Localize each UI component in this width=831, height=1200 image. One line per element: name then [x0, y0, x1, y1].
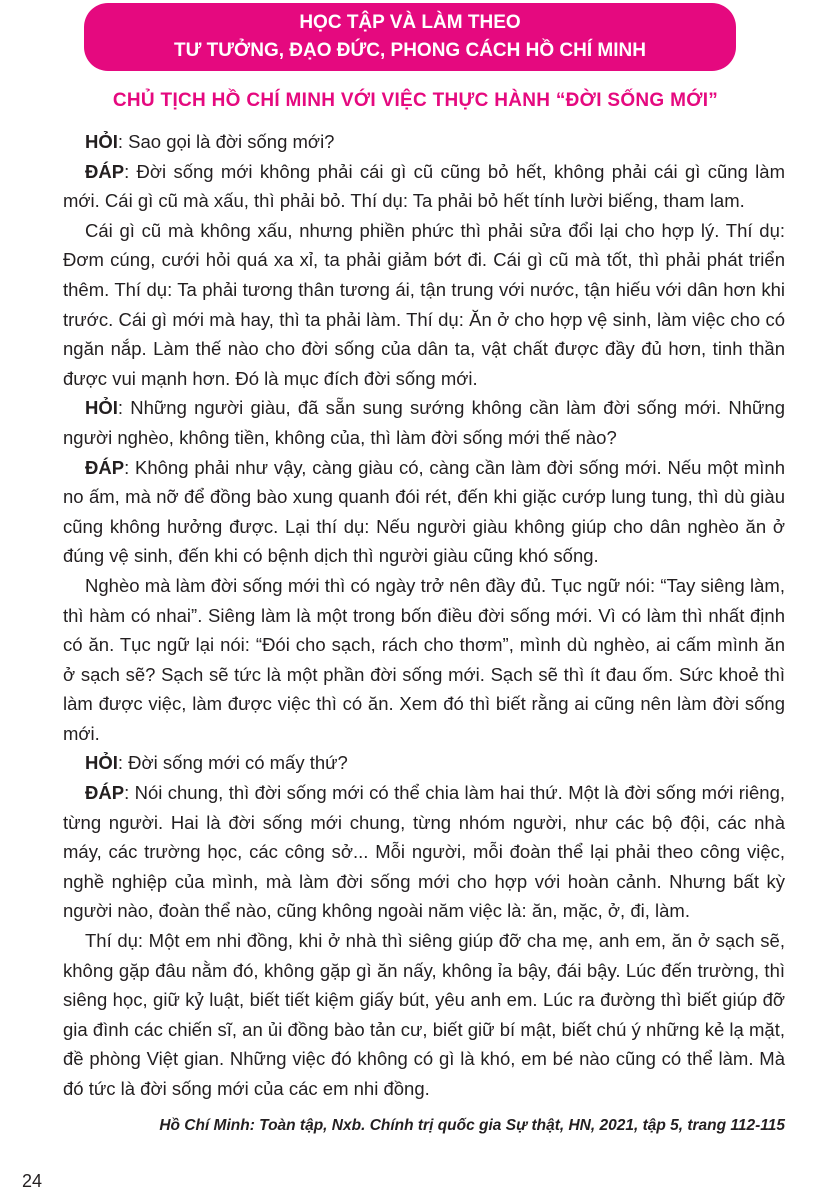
- paragraph-text: : Sao gọi là đời sống mới?: [117, 131, 335, 152]
- paragraph-7: [63, 748, 785, 778]
- paragraph-text: : Đời sống mới có mấy thứ?: [117, 752, 348, 774]
- article-title: CHỦ TỊCH HỒ CHÍ MINH VỚI VIỆC THỰC HÀNH “ĐỜI SỐNG MỚI”: [112, 90, 719, 111]
- article-body: [63, 127, 785, 1104]
- question-label: HỎI: [85, 397, 118, 419]
- paragraph-4: [63, 393, 785, 452]
- question-label: HỎI: [85, 752, 118, 774]
- header-banner: [84, 3, 736, 71]
- paragraph-text: : Không phải như vậy, càng giàu có, càng cần làm đời sống mới. Nếu một mình no ấm, mà nỡ để đồng bào xung quanh đói rét, đến khi giặc cướp lung tung, thì dù giàu cũng không hưởng được. Lại thí dụ: Nếu người giàu không giúp cho dân nghèo ăn ở đúng vệ sinh, đến khi có bệnh dịch thì người giàu cũng khó sống.: [63, 456, 785, 567]
- question-label: HỎI: [85, 131, 118, 152]
- answer-label: ĐÁP: [85, 456, 125, 478]
- paragraph-6: [63, 571, 785, 749]
- paragraph-1: [63, 127, 785, 157]
- banner-line-1: HỌC TẬP VÀ LÀM THEO: [299, 12, 521, 33]
- paragraph-5: [63, 453, 785, 571]
- paragraph-8: [63, 778, 785, 926]
- paragraph-text: Thí dụ: Một em nhi đồng, khi ở nhà thì siêng giúp đỡ cha mẹ, anh em, ăn ở sạch sẽ, không gặp đâu nằm đó, không gặp gì ăn nấy, không ỉa bậy, đái bậy. Lúc đến trường, thì siêng học, giữ kỷ luật, biết tiết kiệm giấy bút, yêu anh em. Lúc ra đường thì biết giúp đỡ gia đình các chiến sĩ, an ủi đồng bào tản cư, biết giữ bí mật, biết chú ý những kẻ lạ mặt, đề phòng Việt gian. Những việc đó không có gì là khó, em bé nào cũng có thể làm. Mà đó tức là đời sống mới của các em nhi đồng.: [63, 930, 785, 1099]
- citation: Hồ Chí Minh: Toàn tập, Nxb. Chính trị quốc gia Sự thật, HN, 2021, tập 5, trang 112-115: [159, 1117, 785, 1134]
- paragraph-text: Cái gì cũ mà không xấu, nhưng phiền phức thì phải sửa đổi lại cho hợp lý. Thí dụ: Đơm cúng, cưới hỏi quá xa xỉ, ta phải giảm bớt đi. Cái gì cũ mà tốt, thì phải phát triển thêm. Thí dụ: Ta phải tương thân tương ái, tận trung với nước, tận hiếu với dân hơn khi trước. Cái gì mới mà hay, thì ta phải làm. Thí dụ: Ăn ở cho hợp vệ sinh, làm việc cho có ngăn nắp. Làm thế nào cho đời sống của dân ta, vật chất được đầy đủ hơn, tinh thần được vui mạnh hơn. Đó là mục đích đời sống mới.: [63, 219, 785, 389]
- paragraph-3: [63, 216, 785, 394]
- paragraph-2: [63, 157, 785, 216]
- answer-label: ĐÁP: [85, 160, 125, 182]
- paragraph-text: : Những người giàu, đã sẵn sung sướng không cần làm đời sống mới. Những người nghèo, không tiền, không của, thì làm đời sống mới thế nào?: [63, 397, 785, 448]
- paragraph-text: : Nói chung, thì đời sống mới có thể chia làm hai thứ. Một là đời sống mới riêng, từng người. Hai là đời sống mới chung, từng nhóm người, như các bộ đội, các nhà máy, các trường học, các công sở... Mỗi người, mỗi đoàn thể lại phải theo công việc, nghề nghiệp của mình, mà làm đời sống mới cho hợp với hoàn cảnh. Nhưng bất kỳ người nào, đoàn thể nào, cũng không ngoài năm việc là: ăn, mặc, ở, đi, làm.: [63, 782, 785, 922]
- paragraph-text: Nghèo mà làm đời sống mới thì có ngày trở nên đầy đủ. Tục ngữ nói: “Tay siêng làm, thì hàm có nhai”. Siêng làm là một trong bốn điều đời sống mới. Vì có làm thì nhất định có ăn. Tục ngữ lại nói: “Đói cho sạch, rách cho thơm”, mình dù nghèo, ai cấm mình ăn ở sạch sẽ? Sạch sẽ tức là một phần đời sống mới. Sạch sẽ thì ít đau ốm. Sức khoẻ thì làm được việc, làm được việc thì có ăn. Xem đó thì biết rằng ai cũng nên làm đời sống mới.: [63, 574, 785, 744]
- paragraph-9: [63, 926, 785, 1104]
- banner-line-2: TƯ TƯỞNG, ĐẠO ĐỨC, PHONG CÁCH HỒ CHÍ MINH: [174, 40, 646, 61]
- paragraph-text: : Đời sống mới không phải cái gì cũ cũng bỏ hết, không phải cái gì cũng làm mới. Cái gì cũ mà xấu, thì phải bỏ. Thí dụ: Ta phải bỏ hết tính lười biếng, tham lam.: [63, 160, 785, 212]
- page-number: 24: [22, 1171, 43, 1191]
- answer-label: ĐÁP: [85, 782, 125, 804]
